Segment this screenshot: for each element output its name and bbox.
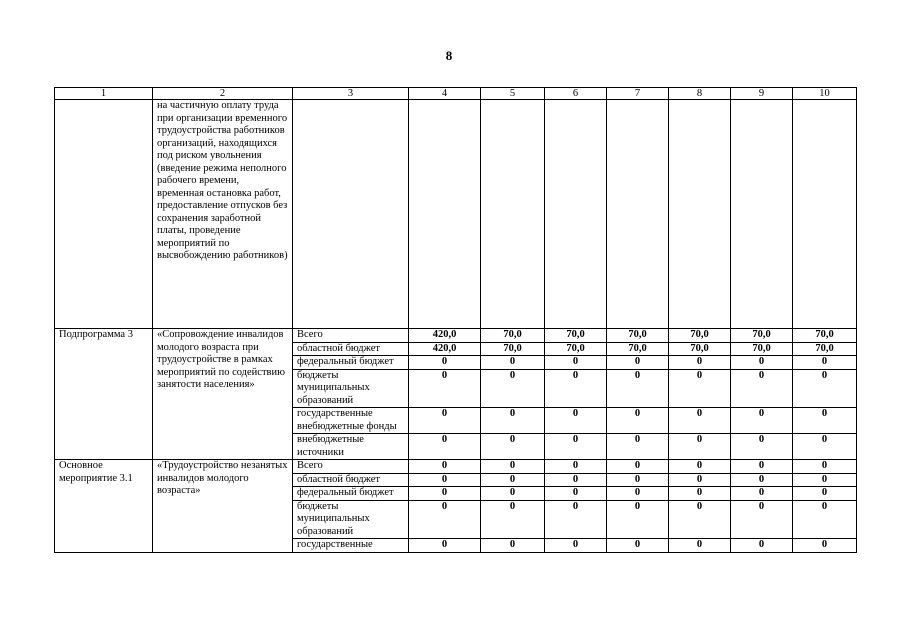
amount-cell: 0 <box>731 473 793 487</box>
amount-cell: 0 <box>607 473 669 487</box>
amount-cell: 0 <box>793 369 857 408</box>
amount-cell: 0 <box>409 408 481 434</box>
funding-source-cell: федеральный бюджет <box>293 356 409 370</box>
column-header: 3 <box>293 88 409 100</box>
program-name-cell <box>55 100 153 329</box>
amount-cell: 0 <box>409 356 481 370</box>
amount-cell: 0 <box>545 434 607 460</box>
funding-source-cell: бюджеты муниципальных образований <box>293 369 409 408</box>
amount-cell: 0 <box>793 487 857 501</box>
column-header: 9 <box>731 88 793 100</box>
amount-cell: 0 <box>731 500 793 539</box>
amount-cell: 0 <box>607 487 669 501</box>
program-description-cell: «Трудоустройство незанятых инвалидов молодого возраста» <box>153 460 293 553</box>
amount-cell: 0 <box>731 460 793 474</box>
amount-cell: 70,0 <box>481 329 545 343</box>
amount-cell: 0 <box>481 460 545 474</box>
amount-cell: 0 <box>545 487 607 501</box>
amount-cell: 0 <box>409 434 481 460</box>
program-description-cell: «Сопровождение инвалидов молодого возраста при трудоустройстве в рамках мероприятий по содействию занятости населения» <box>153 329 293 460</box>
amount-cell: 0 <box>409 500 481 539</box>
funding-source-cell: федеральный бюджет <box>293 487 409 501</box>
amount-cell: 0 <box>793 434 857 460</box>
amount-cell: 0 <box>545 356 607 370</box>
amount-cell: 0 <box>793 460 857 474</box>
amount-cell: 0 <box>669 434 731 460</box>
amount-cell: 0 <box>545 539 607 553</box>
amount-cell: 0 <box>669 369 731 408</box>
funding-source-cell: бюджеты муниципальных образований <box>293 500 409 539</box>
funding-source-cell: областной бюджет <box>293 473 409 487</box>
amount-cell: 0 <box>409 460 481 474</box>
program-name-cell: Основное мероприятие 3.1 <box>55 460 153 553</box>
amount-cell: 0 <box>793 356 857 370</box>
amount-cell: 0 <box>481 539 545 553</box>
amount-cell: 420,0 <box>409 329 481 343</box>
amount-cell: 0 <box>669 500 731 539</box>
amount-cell: 0 <box>607 434 669 460</box>
funding-source-cell: внебюджетные источники <box>293 434 409 460</box>
amount-cell: 0 <box>731 356 793 370</box>
amount-cell: 0 <box>607 460 669 474</box>
amount-cell: 70,0 <box>669 329 731 343</box>
amount-cell: 70,0 <box>481 342 545 356</box>
column-header: 2 <box>153 88 293 100</box>
amount-cell: 0 <box>481 408 545 434</box>
amount-cell: 0 <box>545 369 607 408</box>
program-description-cell: на частичную оплату труда при организации временного трудоустройства работников организаций, находящихся под риском увольнения (введение режима неполного рабочего времени, временная остановка работ, предоставление отпусков без сохранения заработной платы, проведение мероприятий по высвобождению работников) <box>153 100 293 329</box>
amount-cell: 0 <box>545 473 607 487</box>
amount-cell: 0 <box>731 434 793 460</box>
amount-cell: 0 <box>731 539 793 553</box>
amount-cell: 0 <box>607 356 669 370</box>
amount-cell: 0 <box>669 473 731 487</box>
amount-cell: 0 <box>793 539 857 553</box>
amount-cell: 0 <box>669 356 731 370</box>
budget-table <box>54 87 857 553</box>
amount-cell: 0 <box>481 473 545 487</box>
amount-cell: 0 <box>481 500 545 539</box>
page-number: 8 <box>445 48 453 63</box>
amount-cell: 0 <box>409 539 481 553</box>
continuation-row <box>55 100 857 329</box>
amount-cell: 0 <box>545 500 607 539</box>
amount-cell: 0 <box>481 434 545 460</box>
amount-cell: 420,0 <box>409 342 481 356</box>
column-header: 7 <box>607 88 669 100</box>
amount-cell: 0 <box>409 487 481 501</box>
amount-cell: 70,0 <box>545 329 607 343</box>
column-header: 5 <box>481 88 545 100</box>
amount-cell: 0 <box>409 473 481 487</box>
amount-cell: 0 <box>607 539 669 553</box>
funding-source-cell: Всего <box>293 329 409 343</box>
amount-cell: 0 <box>731 408 793 434</box>
funding-source-cell: государственные внебюджетные фонды <box>293 408 409 434</box>
amount-cell: 0 <box>793 408 857 434</box>
amount-cell: 0 <box>731 487 793 501</box>
amount-cell: 70,0 <box>793 329 857 343</box>
amount-cell: 0 <box>481 369 545 408</box>
amount-cell: 0 <box>607 500 669 539</box>
amount-cell: 0 <box>409 369 481 408</box>
amount-cell: 0 <box>545 408 607 434</box>
funding-source-cell: государственные <box>293 539 409 553</box>
column-header: 6 <box>545 88 607 100</box>
amount-cell: 0 <box>793 473 857 487</box>
amount-cell: 0 <box>545 460 607 474</box>
amount-cell: 0 <box>669 487 731 501</box>
amount-cell: 0 <box>669 408 731 434</box>
amount-cell: 70,0 <box>545 342 607 356</box>
funding-source-cell: областной бюджет <box>293 342 409 356</box>
amount-cell: 70,0 <box>793 342 857 356</box>
column-header: 8 <box>669 88 731 100</box>
program-name-cell: Подпрограмма 3 <box>55 329 153 460</box>
funding-row <box>55 460 857 474</box>
column-header: 4 <box>409 88 481 100</box>
amount-cell: 70,0 <box>607 342 669 356</box>
column-header: 1 <box>55 88 153 100</box>
amount-cell: 0 <box>793 500 857 539</box>
amount-cell: 0 <box>669 539 731 553</box>
amount-cell: 0 <box>481 487 545 501</box>
column-header: 10 <box>793 88 857 100</box>
amount-cell: 0 <box>731 369 793 408</box>
amount-cell: 70,0 <box>731 329 793 343</box>
amount-cell: 0 <box>669 460 731 474</box>
amount-cell: 0 <box>607 369 669 408</box>
funding-row <box>55 329 857 343</box>
amount-cell: 70,0 <box>731 342 793 356</box>
amount-cell: 0 <box>481 356 545 370</box>
amount-cell: 0 <box>607 408 669 434</box>
funding-source-cell: Всего <box>293 460 409 474</box>
header-row <box>55 88 857 100</box>
amount-cell: 70,0 <box>607 329 669 343</box>
amount-cell: 70,0 <box>669 342 731 356</box>
